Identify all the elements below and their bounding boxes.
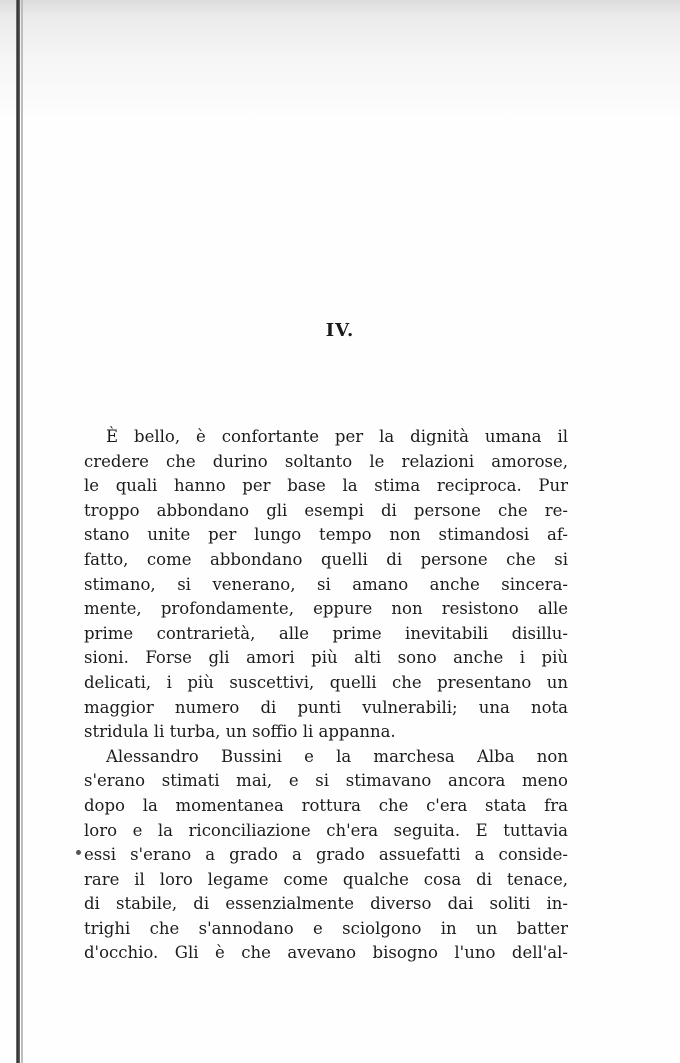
text-line: prime contrarietà, alle prime inevitabili disillu- [84, 623, 568, 643]
text-line: di stabile, di essenzialmente diverso dai soliti in- [84, 894, 568, 914]
text-line: d'occhio. Gli è che avevano bisogno l'uno dell'al- [84, 943, 568, 963]
binding-edge-highlight [21, 0, 23, 1063]
text-line: È bello, è confortante per la dignità umana il [106, 427, 568, 446]
text-line: le quali hanno per base la stima reciproca. Pur [84, 476, 568, 496]
text-line: rare il loro legame come qualche cosa di tenace, [84, 869, 568, 889]
text-line: loro e la riconciliazione ch'era seguita. E tuttavia [84, 820, 568, 840]
text-line: maggior numero di punti vulnerabili; una nota [84, 697, 568, 717]
page-top-shadow [0, 0, 680, 120]
text-line: stano unite per lungo tempo non stimandosi af- [84, 525, 568, 545]
chapter-heading: IV. [325, 320, 355, 341]
text-line: fatto, come abbondano quelli di persone che si [84, 549, 568, 569]
text-line: s'erano stimati mai, e si stimavano ancora meno [84, 771, 568, 791]
text-line: credere che durino soltanto le relazioni amorose, [84, 451, 568, 471]
text-line: dopo la momentanea rottura che c'era stata fra [84, 795, 568, 815]
text-line: stimano, si venerano, si amano anche sincera- [84, 574, 568, 594]
text-line: mente, profondamente, eppure non resistono alle [84, 599, 568, 619]
text-line: trighi che s'annodano e sciolgono in un batter [84, 918, 568, 938]
ink-speck [76, 850, 81, 855]
text-line: delicati, i più suscettivi, quelli che presentano un [84, 672, 568, 692]
text-line: troppo abbondano gli esempi di persone che re- [84, 500, 568, 520]
chapter-body-text [84, 425, 568, 966]
binding-edge [16, 0, 20, 1063]
text-line: Alessandro Bussini e la marchesa Alba non [106, 746, 568, 766]
text-line: stridula li turba, un soffio li appanna. [84, 722, 396, 742]
text-line: essi s'erano a grado a grado assuefatti a conside- [84, 845, 568, 865]
text-line: sioni. Forse gli amori più alti sono anche i più [84, 648, 568, 668]
